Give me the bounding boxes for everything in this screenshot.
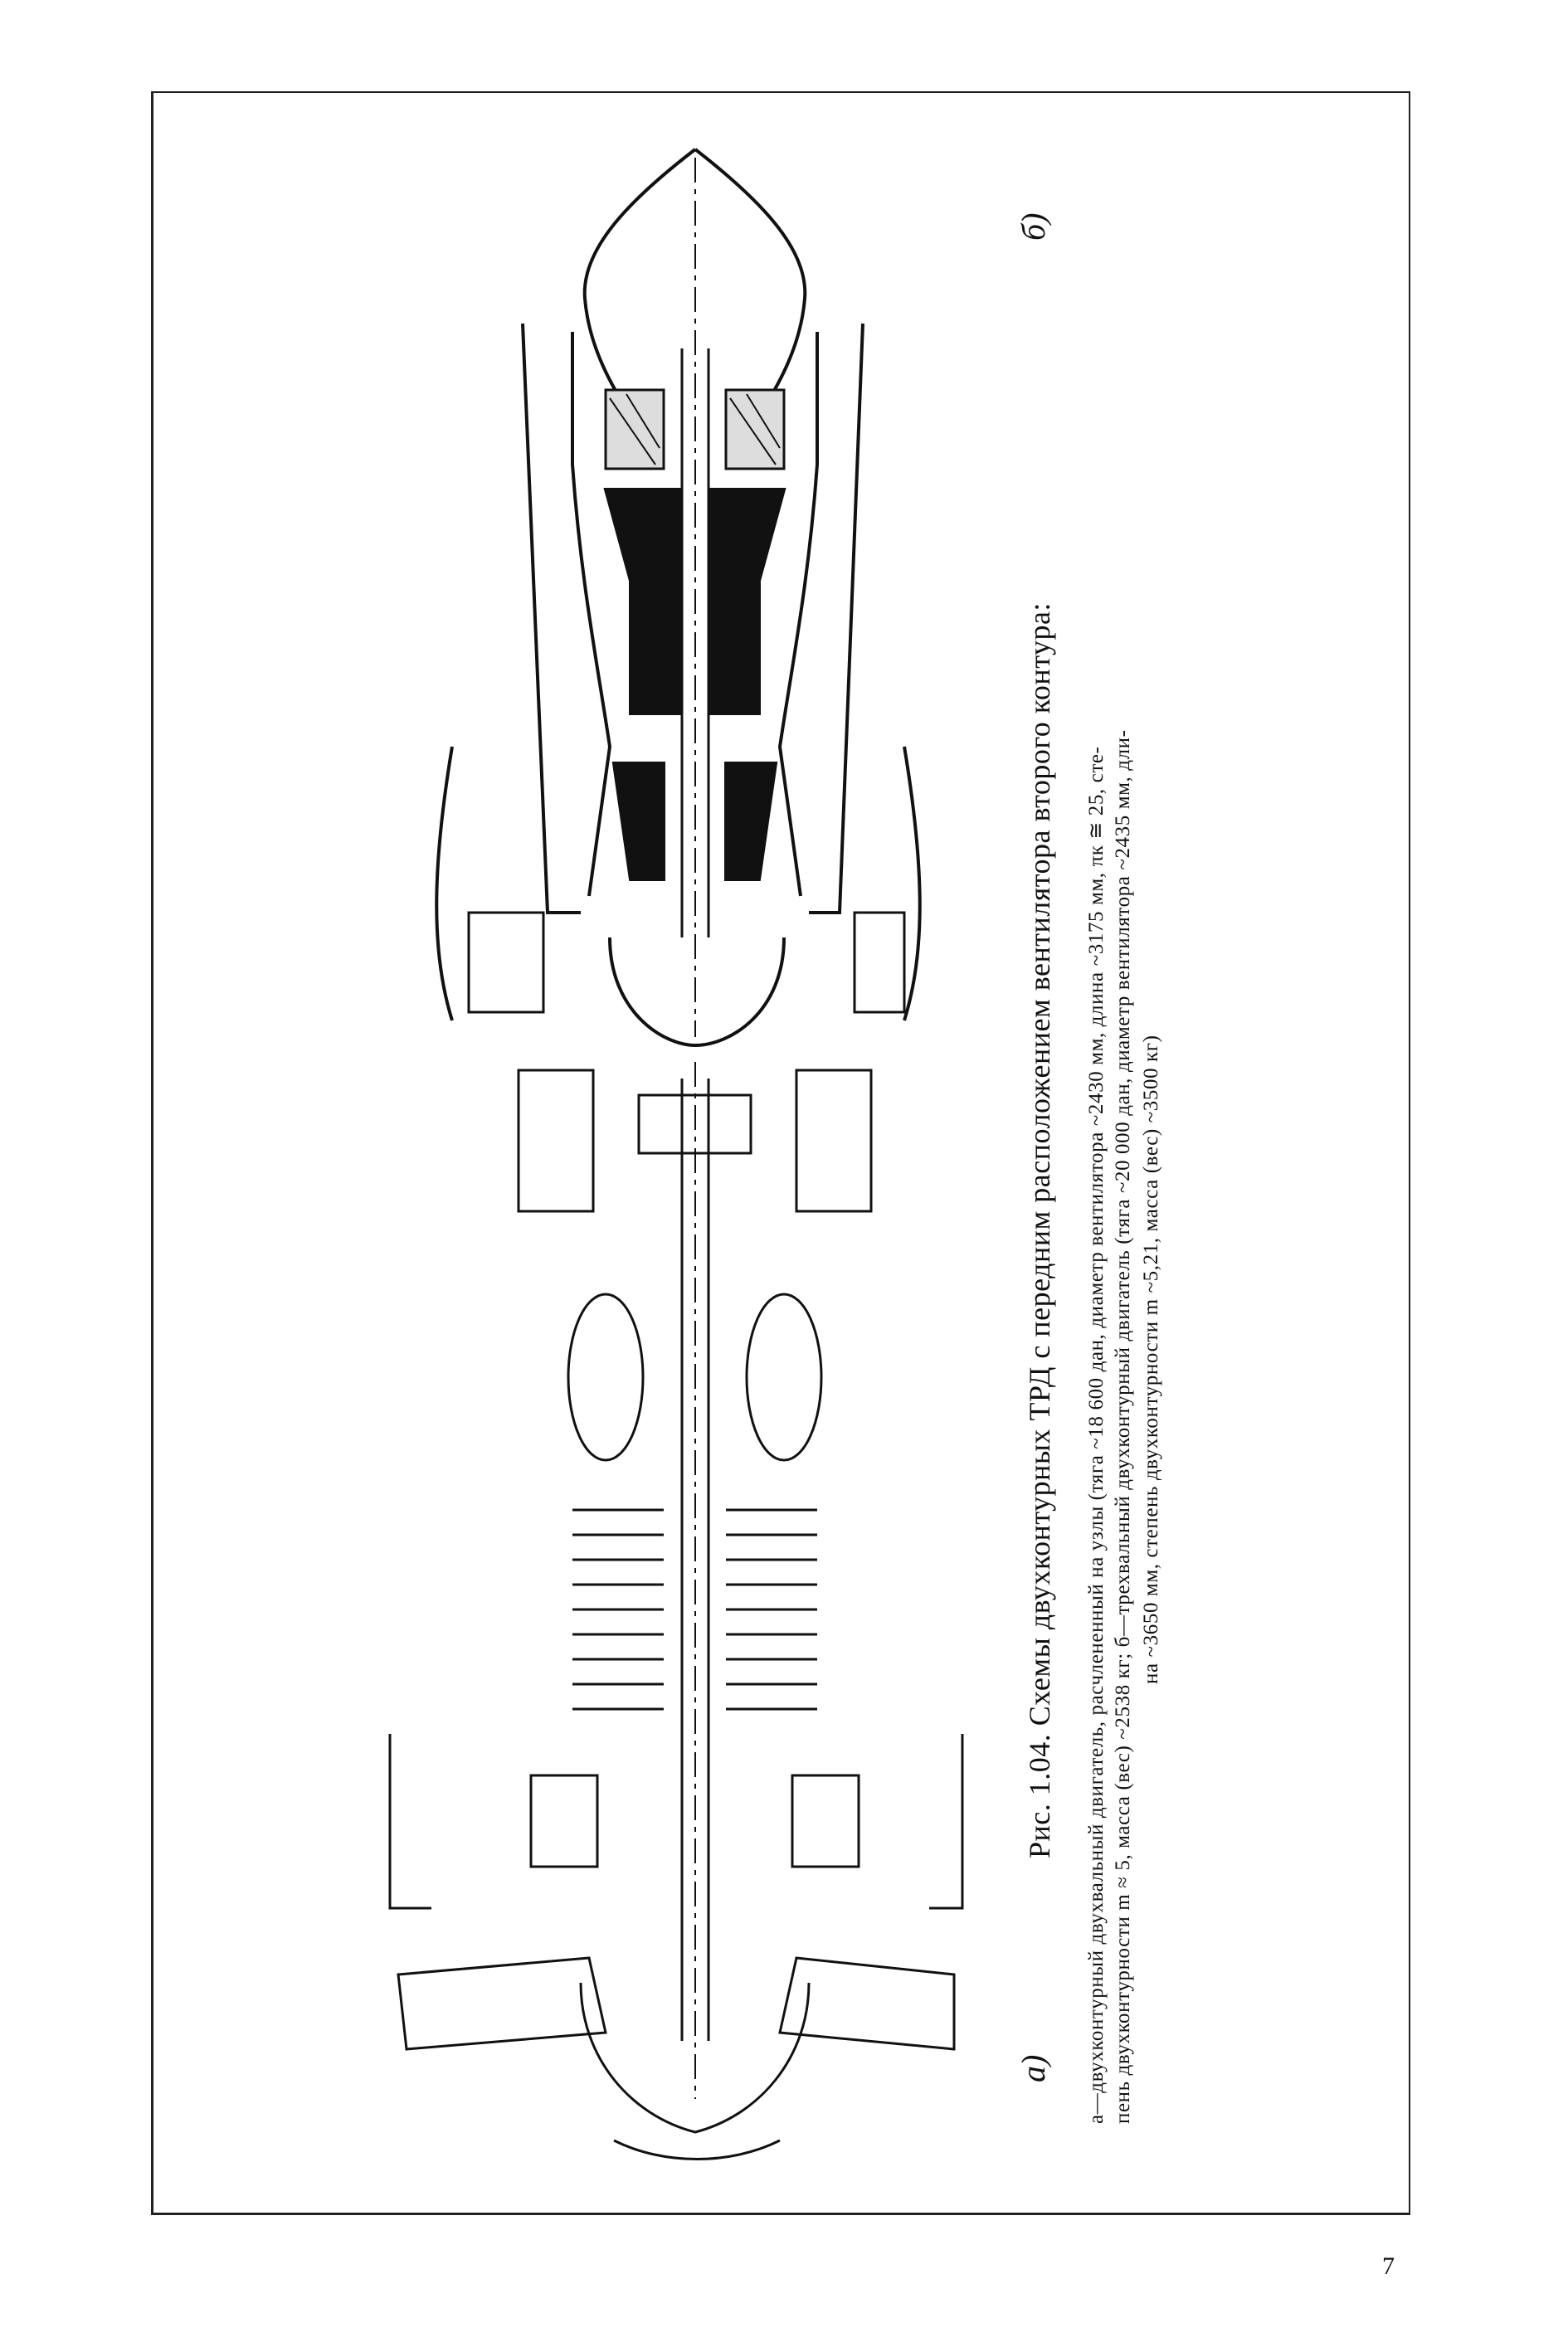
label-b: б) [1015, 212, 1052, 241]
caption-line-2: пень двухконтурности m ≈ 5, масса (вес) ~2538 кг; б—трехвальный двухконтурный двигатель (тяга ~20 000 дан, диаметр вентилятора ~2435 мм, дли- [1112, 729, 1134, 2124]
label-a: а) [1015, 2054, 1052, 2082]
page-number: 7 [1382, 2252, 1395, 2280]
caption-line-1: а—двухконтурный двухвальный двигатель, расчлененный на узлы (тяга ~18 600 дан, диаметр вентилятора ~2430 мм, длина ~3175 мм, πк ≅ 25, сте- [1085, 746, 1108, 2124]
figure-title: Рис. 1.04. Схемы двухконтурных ТРД с передним расположением вентилятора второго контура: [1023, 602, 1056, 1858]
engine-a-drawing [390, 1062, 962, 2160]
caption-line-3: на ~3650 мм, степень двухконтурности m ~5,21, масса (вес) ~3500 кг) [1140, 1035, 1162, 1684]
engine-b-drawing [436, 149, 920, 1045]
